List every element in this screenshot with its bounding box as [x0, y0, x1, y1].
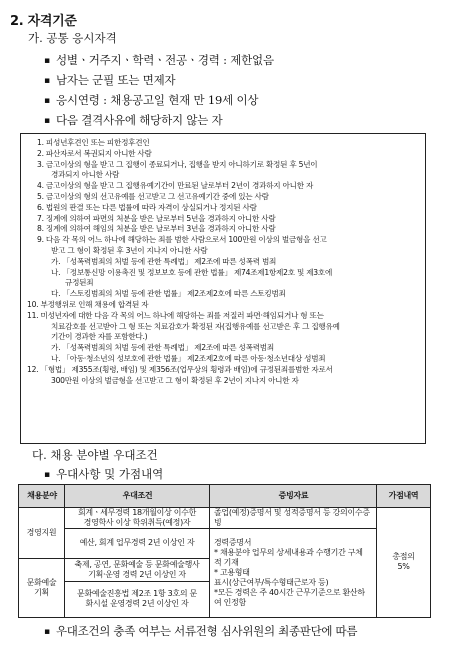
table-header: 우대조건: [65, 485, 210, 507]
condition-cell: 축제, 공연, 문화예술 등 문화예술행사 기획·운영 경력 2년 이상인 자: [74, 559, 200, 579]
disqualification-line: 경과되지 아니한 사람: [51, 170, 120, 180]
disqualification-line: 10. 부정행위로 인해 채용에 합격된 자: [27, 299, 149, 309]
bullet-icon: ▪: [44, 470, 51, 480]
table-header: 증빙자료: [210, 485, 377, 507]
disqualification-line: 4. 금고이상의 형을 받고 그 집행유예기간이 만료된 날로부터 2년이 경과하지 아니한 자: [37, 181, 314, 191]
disqualification-box: [20, 133, 426, 444]
disqualification-line: 9. 다음 각 목의 어느 하나에 해당하는 죄를 범한 사람으로서 100만원 이상의 벌금형을 선고: [37, 235, 327, 245]
disqualification-line: 2. 파산자로서 복권되지 아니한 사람: [37, 148, 152, 158]
proof-cell: 경력증명서 * 채용분야 업무의 상세내용과 수행기간 구체적 기재 * 고용형태 표시(상근여부/특수형태근로자 등) *모든 경력은 주 40시간 근무기준으로 환산하여 인정함: [214, 537, 365, 607]
disqualification-line: 기간이 경과한 자를 포함한다.): [51, 332, 148, 342]
bullet-icon: ▪: [44, 96, 50, 106]
common-item: ▪ 다음 결격사유에 해당하지 않는 자: [44, 113, 223, 127]
disqualification-line: 8. 징계에 의하여 해임의 처분을 받은 날로부터 3년을 경과하지 아니한 사람: [37, 224, 276, 234]
common-item: ▪ 응시연령 : 채용공고일 현재 만 19세 이상: [44, 93, 259, 107]
disqualification-line: 300만원 이상의 벌금형을 선고받고 그 형이 확정된 후 2년이 지나지 아니한 자: [51, 375, 299, 385]
condition-cell: 예산, 회계 업무경력 2년 이상인 자: [79, 538, 195, 547]
preference-sub: ▪ 우대사항 및 가점내역: [44, 467, 164, 481]
bullet-icon: ▪: [44, 627, 50, 637]
common-item: ▪ 남자는 군필 또는 면제자: [44, 73, 176, 87]
disqualification-line: 나. 「아동·청소년의 성보호에 관한 법률」 제2조제2호에 따른 아동·청소년대상 성범죄: [51, 353, 326, 363]
table-header: 가점내역: [377, 485, 430, 507]
disqualification-line: 12. 「형법」 제355조(횡령, 배임) 및 제356조(업무상의 횡령과 배임)에 규정된죄를범한 자로서: [27, 364, 333, 374]
condition-cell: 회계ㆍ세무경력 18개월이상 이수한 경영학사 이상 학위취득(예정)자: [77, 507, 197, 527]
disqualification-line: 규정된죄: [65, 278, 94, 288]
common-item: ▪ 성별ㆍ거주지ㆍ학력ㆍ전공ㆍ경력 : 제한없음: [44, 53, 274, 67]
disqualification-line: 받고 그 형이 확정된 후 3년이 지나지 아니한 사람: [51, 245, 208, 255]
disqualification-line: 치료감호를 선고받아 그 형 또는 치료감호가 확정된 자(집행유예를 선고받은 후 그 집행유예: [51, 321, 340, 331]
disqualification-line: 가. 「성폭력범죄의 처벌 등에 관한 특례법」 제2조에 따른 성폭력범죄: [51, 343, 274, 353]
field-cell: 문화예술 기획: [26, 577, 57, 597]
proof-cell: 졸업(예정)증명서 및 성적증명서 등 강의이수증빙: [214, 507, 370, 527]
disqualification-line: 6. 법원의 판결 또는 다른 법률에 따라 자격이 상실되거나 정지된 사람: [37, 202, 257, 212]
preference-table: [18, 484, 431, 618]
bullet-icon: ▪: [44, 76, 50, 86]
preference-heading: 다. 채용 분야별 우대조건: [32, 448, 158, 462]
disqualification-line: 가. 「성폭력범죄의 처벌 등에 관한 특례법」 제2조에 따른 성폭력 범죄: [51, 256, 277, 266]
disqualification-list: [27, 138, 421, 386]
points-cell: 총점의 5%: [392, 552, 415, 571]
common-heading: 가. 공통 응시자격: [28, 31, 117, 45]
table-header: 채용분야: [19, 485, 65, 507]
disqualification-line: 7. 징계에 의하여 파면의 처분을 받은 날로부터 5년을 경과하지 아니한 사람: [37, 213, 276, 223]
field-cell: 경영지원: [26, 527, 57, 537]
bullet-icon: ▪: [44, 56, 50, 66]
disqualification-line: 3. 금고이상의 형을 받고 그 집행이 종료되거나, 집행을 받지 아니하기로 확정된 후 5년이: [37, 159, 318, 169]
disqualification-line: 다. 「스토킹범죄의 처벌 등에 관한 법률」 제2조제2호에 따른 스토킹범죄: [51, 289, 286, 299]
disqualification-line: 1. 피성년후견인 또는 피한정후견인: [37, 138, 150, 147]
disqualification-line: 11. 미성년자에 대한 다음 각 목의 어느 하나에 해당하는 죄를 저질러 파면·해임되거나 형 또는: [27, 310, 324, 320]
section-title: 2. 자격기준: [10, 14, 77, 29]
condition-cell: 문화예술진흥법 제2조 1항 3호의 문화시설 운영경력 2년 이상인 자: [77, 589, 197, 608]
disqualification-line: 5. 금고이상의 형의 선고유예를 선고받고 그 선고유예기간 중에 있는 사람: [37, 191, 269, 201]
bullet-icon: ▪: [44, 116, 50, 126]
disqualification-line: 나. 「정보통신망 이용촉진 및 정보보호 등에 관한 법률」 제74조제1항제2호 및 제3호에: [51, 267, 333, 277]
footer-note: ▪ 우대조건의 충족 여부는 서류전형 심사위원의 최종판단에 따름: [44, 624, 358, 638]
